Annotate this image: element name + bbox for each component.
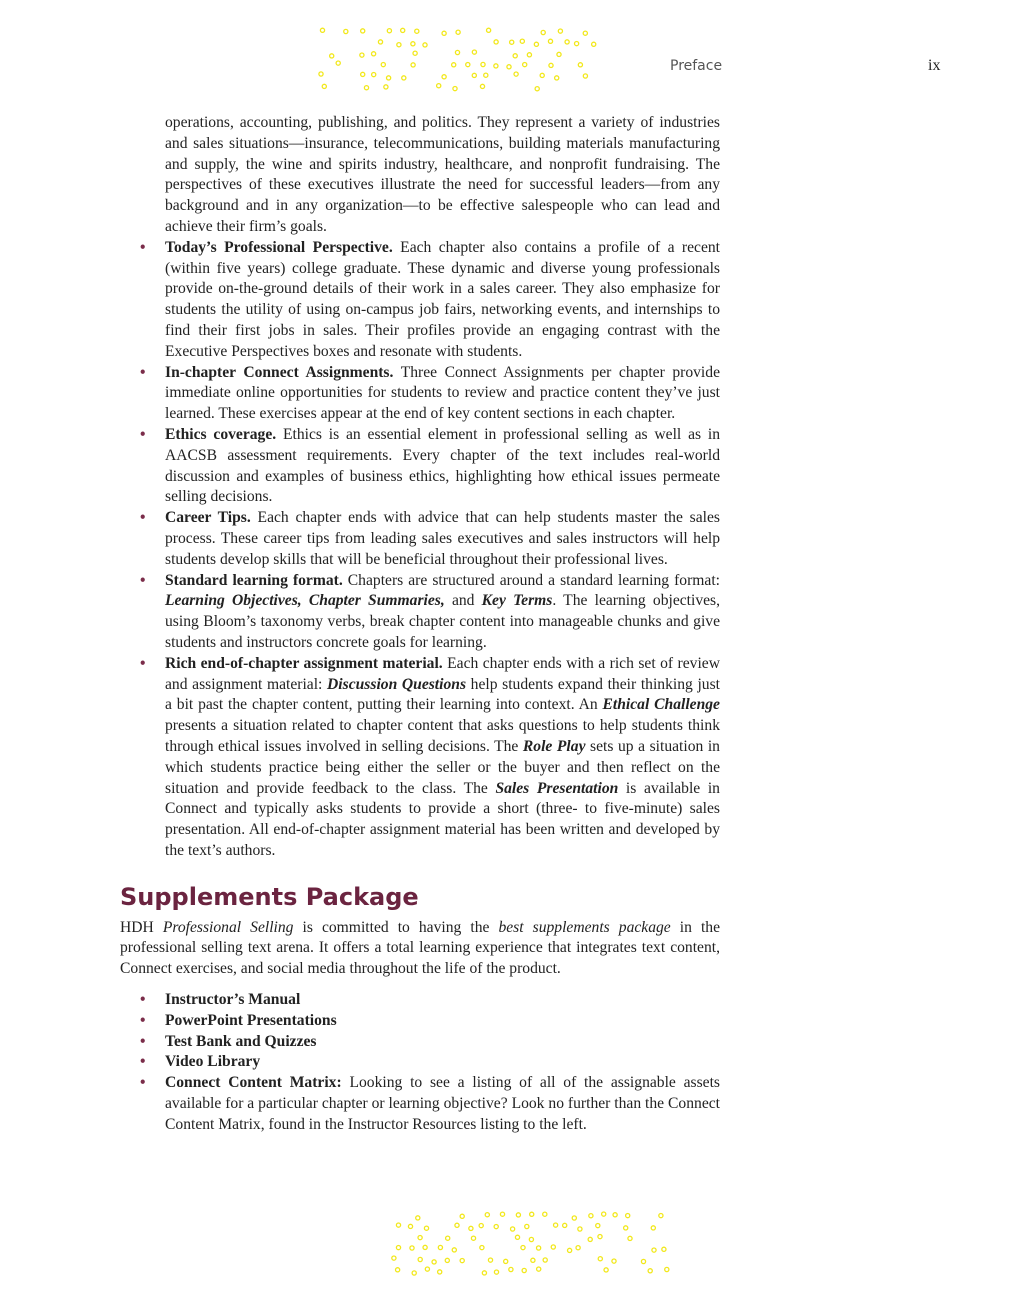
halftone-dot (423, 1245, 427, 1249)
halftone-dot (466, 63, 470, 67)
feature-text: and (444, 592, 482, 610)
intro-text: is committed to having the (293, 918, 499, 936)
feature-text: sets up a situation in which students practice being either the seller or the buyer and then reflect on the situation and provide feedback to the class. The (165, 737, 720, 797)
halftone-dot (378, 40, 382, 44)
bullet-icon: • (140, 509, 146, 527)
halftone-dot (445, 1258, 449, 1262)
halftone-dot (330, 54, 334, 58)
halftone-dot (471, 1236, 475, 1240)
feature-term: Standard learning format. (165, 571, 343, 589)
feature-term: In-chapter Connect Assignments. (165, 363, 394, 381)
bullet-icon: • (140, 571, 146, 589)
halftone-dot (372, 73, 376, 77)
halftone-dot (416, 1216, 420, 1220)
halftone-dot (521, 1246, 525, 1250)
halftone-dot (665, 1267, 669, 1271)
halftone-dot (452, 1248, 456, 1252)
halftone-dot (423, 43, 427, 47)
halftone-dot (583, 31, 587, 35)
halftone-dot (397, 43, 401, 47)
halftone-dot (480, 1246, 484, 1250)
feature-text: presents a situation related to chapter content that asks questions to help students think through ethical issues involved in selling decisions. The (165, 717, 720, 755)
halftone-dot (387, 29, 391, 33)
halftone-dot (437, 84, 441, 88)
halftone-dot (485, 1213, 489, 1217)
halftone-dot (535, 87, 539, 91)
halftone-dot (525, 1224, 529, 1228)
feature-text: . The learning objectives, using Bloom’s taxonomy verbs, break chapter content into manageable chunks and give students and instructors concrete goals for learning. (165, 592, 721, 651)
halftone-dot (511, 1227, 515, 1231)
halftone-dot (494, 64, 498, 68)
halftone-dot (551, 1245, 555, 1249)
halftone-dot (494, 1225, 498, 1229)
halftone-dot (589, 1214, 593, 1218)
bullet-icon: • (140, 1011, 146, 1029)
halftone-dot (578, 1227, 582, 1231)
halftone-dot (472, 50, 476, 54)
list-item (140, 1011, 720, 1032)
supplement-item: Instructor’s Manual (165, 991, 301, 1009)
feature-emphasis: Discussion Questions (327, 675, 467, 693)
halftone-dot (418, 1236, 422, 1240)
halftone-dot (438, 1245, 442, 1249)
halftone-dot (583, 74, 587, 78)
bullet-icon: • (140, 425, 146, 443)
halftone-dot (455, 50, 459, 54)
halftone-dot (648, 1269, 652, 1273)
feature-text: Each chapter also contains a profile of a recent (within five years) college graduate. These dynamic and diverse young professionals provide on-the-ground details of their work in a sales career. They also emphasize for students the utility of using on-campus job fairs, networking events, and internships to find their first jobs in sales. Their profiles provide an engaging contrast with the Executive Perspectives boxes and resonate with students. (165, 238, 721, 360)
halftone-dot (396, 1268, 400, 1272)
halftone-dot (563, 1223, 567, 1227)
intro-text: HDH (120, 918, 163, 936)
halftone-dot (418, 1257, 422, 1261)
halftone-dot (361, 29, 365, 33)
halftone-dot (641, 1259, 645, 1263)
halftone-dot (322, 84, 326, 88)
halftone-dot (411, 63, 415, 67)
halftone-dot (568, 1248, 572, 1252)
feature-list (120, 238, 720, 862)
halftone-dot (613, 1213, 617, 1217)
halftone-dot (415, 29, 419, 33)
section-heading: Supplements Package (120, 882, 419, 911)
feature-text: help students expand their thinking just a bit past the chapter content, putting their learning into context. An (165, 675, 720, 714)
feature-term: Ethics coverage. (165, 425, 277, 443)
continuation-paragraph: operations, accounting, publishing, and politics. They represent a variety of industries and sales situations—insurance, telecommunications, building materials manufacturing and supply, the wine and spirits industry, healthcare, and nonprofit fundraising. The perspectives of these executives illustrate the need for successful leaders—from any background and in any organization—to be effective salespeople who can lead and achieve their firm’s goals. (165, 114, 720, 235)
halftone-dot (408, 1224, 412, 1228)
halftone-dot (543, 1212, 547, 1216)
halftone-dot (549, 63, 553, 67)
list-item (140, 425, 721, 508)
halftone-dot (596, 1224, 600, 1228)
halftone-dot (402, 76, 406, 80)
halftone-dot (396, 1246, 400, 1250)
halftone-dot (575, 42, 579, 46)
halftone-dot (392, 1256, 396, 1260)
intro-emphasis: best supplements package (498, 918, 671, 936)
bullet-icon: • (140, 238, 146, 256)
halftone-dot (515, 1235, 519, 1239)
feature-emphasis: Sales Presentation (495, 779, 619, 797)
bullet-icon: • (140, 991, 146, 1009)
list-item (140, 654, 720, 862)
halftone-dot (472, 73, 476, 77)
halftone-dot (424, 1226, 428, 1230)
halftone-dot (364, 86, 368, 90)
bullet-icon: • (140, 1074, 146, 1092)
halftone-dot (411, 42, 415, 46)
halftone-dot (558, 29, 562, 33)
supplement-item: Test Bank and Quizzes (165, 1032, 317, 1050)
halftone-dot (529, 1237, 533, 1241)
supplements-intro (120, 918, 720, 980)
halftone-dot (438, 1270, 442, 1274)
halftone-dot (507, 65, 511, 69)
halftone-dot (460, 1214, 464, 1218)
halftone-dot (455, 1223, 459, 1227)
halftone-dot (410, 1246, 414, 1250)
halftone-dot (442, 75, 446, 79)
halftone-dot (479, 1224, 483, 1228)
halftone-dot (530, 1212, 534, 1216)
halftone-dot-pattern-top (312, 26, 606, 92)
halftone-dot (598, 1257, 602, 1261)
supplement-text: Looking to see a listing of all of the assignable assets available for a particular chapter or learning objective? Look no further than the Connect Content Matrix, found in the Instructor Resources listing to the left. (165, 1074, 720, 1133)
halftone-dot (626, 1214, 630, 1218)
list-item (140, 571, 721, 654)
halftone-dot (460, 1259, 464, 1263)
halftone-dot (598, 1235, 602, 1239)
bullet-icon: • (140, 654, 146, 672)
halftone-dot (578, 63, 582, 67)
halftone-dot (555, 76, 559, 80)
halftone-dot (527, 53, 531, 57)
intro-text: in the professional selling text arena. It offers a total learning experience that integrates text content, Connect exercises, and social media throughout the life of the product. (120, 918, 721, 978)
halftone-dot (413, 51, 417, 55)
halftone-dot (537, 1267, 541, 1271)
halftone-dot (523, 63, 527, 67)
halftone-dot (602, 1212, 606, 1216)
halftone-dot (652, 1248, 656, 1252)
feature-text: Each chapter ends with a rich set of review and assignment material: (165, 654, 720, 693)
supplement-term: Connect Content Matrix: (165, 1074, 342, 1092)
halftone-dot (572, 1216, 576, 1220)
feature-emphasis: Ethical Challenge (602, 696, 720, 714)
halftone-dot (541, 30, 545, 34)
supplements-list (120, 990, 720, 1136)
bullet-icon: • (140, 363, 146, 381)
halftone-dot (452, 63, 456, 67)
halftone-dot (442, 31, 446, 35)
list-item (140, 1073, 720, 1135)
feature-term: Rich end-of-chapter assignment material. (165, 654, 443, 672)
halftone-dot (504, 1259, 508, 1263)
halftone-dot (494, 1270, 498, 1274)
supplement-item: Video Library (165, 1053, 261, 1071)
page-body (120, 113, 720, 1136)
feature-text: is available in Connect and typically asks students to provide a short (three- to five-minute) sales presentation. All end-of-chapter assignment material has been written and developed by the text’s authors. (165, 779, 720, 859)
halftone-dot (509, 1267, 513, 1271)
halftone-dot (361, 72, 365, 76)
feature-term: Today’s Professional Perspective. (165, 238, 393, 256)
halftone-dot (537, 1246, 541, 1250)
halftone-dot (487, 28, 491, 32)
running-head: Preface (670, 58, 723, 74)
halftone-dot (604, 1268, 608, 1272)
halftone-dot (482, 1271, 486, 1275)
book-title: Professional Selling (162, 918, 294, 936)
halftone-dot (659, 1214, 663, 1218)
list-item (140, 508, 720, 570)
halftone-dot (543, 1258, 547, 1262)
halftone-dot (510, 40, 514, 44)
halftone-dot (344, 29, 348, 33)
halftone-dot (412, 1271, 416, 1275)
supplement-item: PowerPoint Presentations (165, 1011, 337, 1029)
feature-term: Career Tips. (165, 509, 251, 527)
halftone-dot (484, 73, 488, 77)
halftone-dot (480, 84, 484, 88)
list-item (140, 1052, 720, 1073)
halftone-dot (481, 62, 485, 66)
bullet-icon: • (140, 1053, 146, 1071)
list-item (140, 1032, 720, 1053)
halftone-dot (624, 1226, 628, 1230)
halftone-dot (592, 42, 596, 46)
halftone-dot (469, 1226, 473, 1230)
halftone-dot (320, 28, 324, 32)
feature-emphasis: Key Terms (481, 592, 553, 610)
halftone-dot (425, 1267, 429, 1271)
halftone-dot (548, 39, 552, 43)
halftone-dot (522, 1268, 526, 1272)
halftone-dot (516, 1213, 520, 1217)
halftone-dot (554, 1223, 558, 1227)
halftone-dot (628, 1236, 632, 1240)
feature-text: Ethics is an essential element in professional selling as well as in AACSB assessment requirements. Every chapter of the text includes real-world discussion and examples of business ethics, highlighting how ethical issues permeate selling decisions. (165, 425, 721, 506)
halftone-dot (514, 72, 518, 76)
halftone-dot (531, 1258, 535, 1262)
halftone-dot (319, 72, 323, 76)
halftone-dot (588, 1237, 592, 1241)
list-item (140, 363, 720, 425)
halftone-dot (612, 1259, 616, 1263)
halftone-dot (520, 39, 524, 43)
halftone-dot (565, 40, 569, 44)
halftone-dot (534, 42, 538, 46)
halftone-dot (446, 1236, 450, 1240)
feature-text: Three Connect Assignments per chapter provide immediate online opportunities for students to review and practice content they’ve just learned. These exercises appear at the end of key content sections in each chapter. (165, 363, 720, 423)
feature-emphasis: Learning Objectives, Chapter Summaries, (165, 592, 445, 610)
halftone-dot (401, 28, 405, 32)
halftone-dot (513, 54, 517, 58)
halftone-dot (381, 63, 385, 67)
halftone-dot (453, 87, 457, 91)
halftone-dot (396, 1223, 400, 1227)
halftone-dot (456, 30, 460, 34)
halftone-dot (387, 76, 391, 80)
feature-text: Each chapter ends with advice that can help students master the sales process. These career tips from leading sales executives and sales instructors will help students develop skills that will be beneficial throughout their professional lives. (165, 509, 720, 568)
halftone-dot (557, 52, 561, 56)
feature-text: Chapters are structured around a standard learning format: (342, 571, 720, 589)
halftone-dot (500, 1212, 504, 1216)
feature-emphasis: Role Play (522, 737, 586, 755)
halftone-dot (372, 52, 376, 56)
list-item (140, 238, 721, 363)
halftone-dot (432, 1260, 436, 1264)
halftone-dot (494, 40, 498, 44)
halftone-dot (336, 61, 340, 65)
page-number: ix (928, 57, 941, 74)
list-item (140, 990, 720, 1011)
halftone-dot (488, 1258, 492, 1262)
halftone-dot (384, 85, 388, 89)
halftone-dot-pattern-bottom (384, 1210, 678, 1276)
halftone-dot (540, 73, 544, 77)
halftone-dot (576, 1246, 580, 1250)
bullet-icon: • (140, 1032, 146, 1050)
halftone-dot (360, 53, 364, 57)
halftone-dot (662, 1247, 666, 1251)
halftone-dot (651, 1226, 655, 1230)
